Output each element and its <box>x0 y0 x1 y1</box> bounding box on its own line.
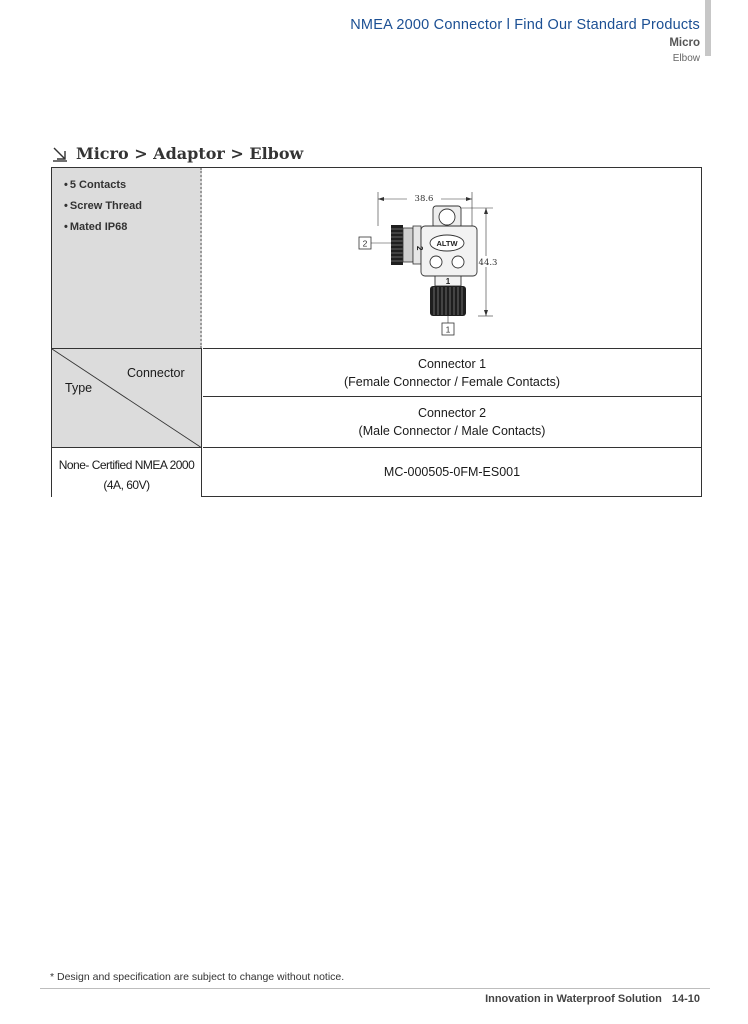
certification-cell <box>52 447 202 497</box>
brand-mark: ALTW <box>436 239 458 248</box>
header-subcategory: Elbow <box>672 53 700 64</box>
footer <box>485 993 700 1005</box>
product-table <box>51 167 702 497</box>
footer-tagline: Innovation in Waterproof Solution <box>485 993 662 1005</box>
arrow-down-right-icon <box>52 146 68 162</box>
connector-2-desc: (Male Connector / Male Contacts) <box>358 424 546 438</box>
feature-item: • 5 Contacts <box>64 179 127 191</box>
type-header-cell <box>52 348 202 447</box>
connector-2-cell <box>203 396 701 447</box>
header-category: Micro <box>669 37 700 49</box>
footer-divider <box>40 988 710 989</box>
diagonal-divider <box>52 349 202 448</box>
connector-1-cell <box>203 348 701 396</box>
feature-item: • Mated IP68 <box>64 221 128 233</box>
port-2-mark: 2 <box>415 246 424 251</box>
page-number: 14-10 <box>671 993 700 1005</box>
header-type-label: Type <box>65 381 93 395</box>
dim-width-label: 38.6 <box>414 194 434 204</box>
header-title: NMEA 2000 Connector l Find Our Standard Products <box>350 17 700 33</box>
footnote: * Design and specification are subject to change without notice. <box>50 971 345 983</box>
certification-rating: (4A, 60V) <box>103 478 150 492</box>
connector-1-title: Connector 1 <box>417 357 487 371</box>
callout-1-label: 1 <box>445 324 451 335</box>
callout-2-label: 2 <box>362 238 368 249</box>
features-list <box>52 168 200 241</box>
port-1-mark: 1 <box>445 277 451 286</box>
part-number: MC-000505-0FM-ES001 <box>383 465 521 479</box>
certification-name: None- Certified NMEA 2000 <box>58 458 195 472</box>
product-drawing-cell <box>203 168 701 348</box>
header-connector-label: Connector <box>127 366 185 380</box>
part-number-cell <box>203 447 701 497</box>
feature-item: • Screw Thread <box>64 200 142 212</box>
connector-2-title: Connector 2 <box>417 406 487 420</box>
section-title <box>52 144 303 163</box>
connector-1-desc: (Female Connector / Female Contacts) <box>343 375 561 389</box>
features-cell <box>52 168 202 348</box>
dim-height-label: 44.3 <box>478 258 498 268</box>
elbow-adaptor-drawing <box>203 168 701 348</box>
side-tab-marker <box>705 0 711 56</box>
section-title-text: Micro > Adaptor > Elbow <box>76 144 304 163</box>
